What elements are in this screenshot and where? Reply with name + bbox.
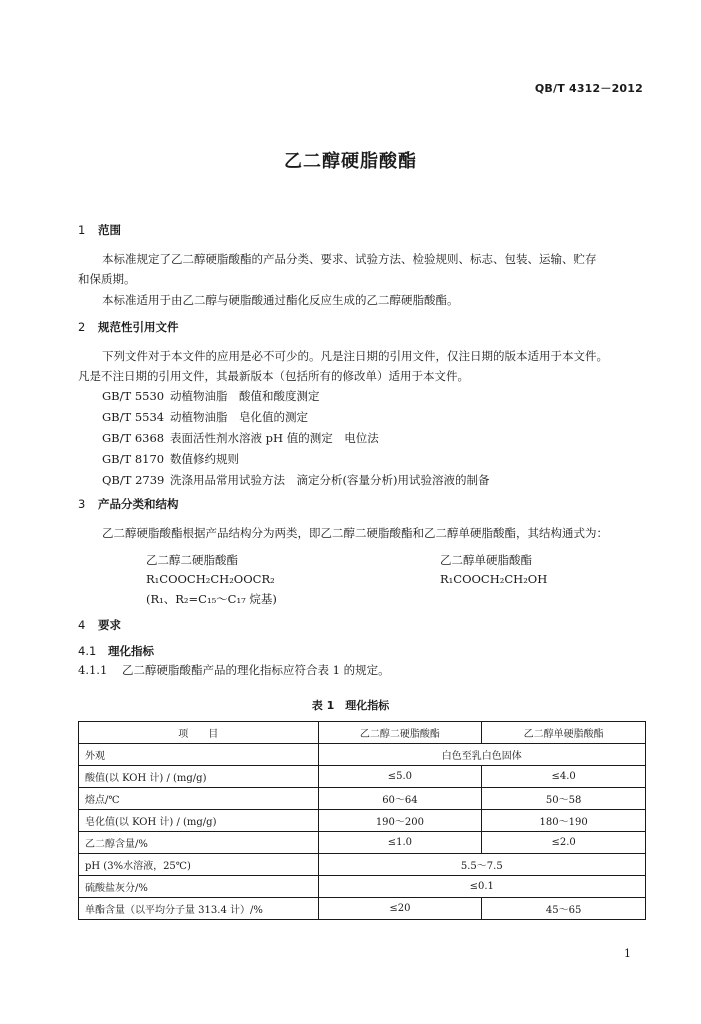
reference-title: 数值修约规则 [170, 452, 239, 466]
reference-title: 动植物油脂 皂化值的测定 [170, 410, 308, 424]
row-monoester-value: ≤4.0 [482, 766, 646, 788]
reference-title: 表面活性剂水溶液 pH 值的测定 电位法 [170, 431, 379, 445]
subsection-title: 理化指标 [108, 644, 154, 658]
row-diester-value: 60～64 [318, 788, 482, 810]
section-title: 范围 [98, 223, 121, 237]
paragraph: 和保质期。 [78, 272, 136, 286]
table-header-row [79, 722, 646, 744]
subsection-4-1-heading [78, 643, 154, 659]
table-row [79, 898, 646, 920]
section-number: 2 [78, 320, 86, 334]
table-row [79, 788, 646, 810]
header-diester: 乙二醇二硬脂酸酯 [318, 722, 482, 744]
row-item: 酸值(以 KOH 计) / (mg/g) [79, 766, 319, 788]
row-item: 熔点/℃ [79, 788, 319, 810]
row-diester-value: ≤1.0 [318, 832, 482, 854]
diester-note: (R₁、R₂=C₁₅～C₁₇ 烷基) [146, 592, 277, 606]
row-item: 单酯含量（以平均分子量 313.4 计）/% [79, 898, 319, 920]
diester-name: 乙二醇二硬脂酸酯 [146, 553, 238, 567]
reference-item [102, 388, 320, 404]
row-merged-value: 白色至乳白色固体 [318, 744, 645, 766]
paragraph: 本标准规定了乙二醇硬脂酸酯的产品分类、要求、试验方法、检验规则、标志、包装、运输、贮存 [102, 252, 597, 266]
row-monoester-value: 50～58 [482, 788, 646, 810]
reference-code: GB/T 8170 [102, 452, 165, 466]
diester-formula: R₁COOCH₂CH₂OOCR₂ [146, 572, 275, 586]
paragraph: 本标准适用于由乙二醇与硬脂酸通过酯化反应生成的乙二醇硬脂酸酯。 [102, 293, 459, 307]
reference-code: GB/T 5530 [102, 389, 165, 403]
row-merged-value: 5.5～7.5 [318, 854, 645, 876]
row-monoester-value: 180～190 [482, 810, 646, 832]
paragraph: 下列文件对于本文件的应用是必不可少的。凡是注日期的引用文件，仅注日期的版本适用于本文件。 [102, 349, 608, 363]
section-2-heading [78, 319, 179, 335]
spec-table [78, 721, 646, 920]
table-row [79, 766, 646, 788]
page-title: 乙二醇硬脂酸酯 [284, 151, 417, 172]
section-title: 要求 [98, 618, 121, 632]
row-monoester-value: ≤2.0 [482, 832, 646, 854]
page-number: 1 [624, 947, 631, 960]
header-monoester: 乙二醇单硬脂酸酯 [482, 722, 646, 744]
row-item: 硫酸盐灰分/% [79, 876, 319, 898]
section-4-heading [78, 617, 121, 633]
clause-text: 乙二醇硬脂酸酯产品的理化指标应符合表 1 的规定。 [122, 663, 390, 677]
reference-item [102, 430, 379, 446]
row-merged-value: ≤0.1 [318, 876, 645, 898]
section-number: 3 [78, 497, 86, 511]
clause-4-1-1 [78, 660, 390, 681]
section-3-heading [78, 496, 179, 512]
clause-number: 4.1.1 [78, 663, 108, 677]
table-row [79, 832, 646, 854]
section-title: 产品分类和结构 [98, 497, 179, 511]
reference-title: 洗涤用品常用试验方法 滴定分析(容量分析)用试验溶液的制备 [170, 473, 490, 487]
row-item: 皂化值(以 KOH 计) / (mg/g) [79, 810, 319, 832]
reference-code: GB/T 6368 [102, 431, 165, 445]
table-caption: 表 1 理化指标 [311, 699, 390, 712]
section-number: 4 [78, 618, 86, 632]
row-diester-value: 190～200 [318, 810, 482, 832]
paragraph: 乙二醇硬脂酸酯根据产品结构分为两类，即乙二醇二硬脂酸酯和乙二醇单硬脂酸酯，其结构通式为： [102, 526, 608, 540]
row-monoester-value: 45～65 [482, 898, 646, 920]
table-row [79, 744, 646, 766]
reference-item [102, 472, 489, 488]
reference-title: 动植物油脂 酸值和酸度测定 [170, 389, 320, 403]
row-item: pH (3%水溶液，25℃) [79, 854, 319, 876]
reference-code: GB/T 5534 [102, 410, 165, 424]
row-item: 乙二醇含量/% [79, 832, 319, 854]
standard-code: QB/T 4312－2012 [534, 82, 643, 95]
reference-item [102, 451, 239, 467]
row-diester-value: ≤5.0 [318, 766, 482, 788]
table-row [79, 876, 646, 898]
monoester-name: 乙二醇单硬脂酸酯 [440, 553, 532, 567]
table-row [79, 810, 646, 832]
reference-code: QB/T 2739 [102, 473, 165, 487]
section-number: 1 [78, 223, 86, 237]
row-diester-value: ≤20 [318, 898, 482, 920]
monoester-formula: R₁COOCH₂CH₂OH [440, 572, 548, 586]
section-1-heading [78, 222, 121, 238]
subsection-number: 4.1 [78, 644, 97, 658]
header-item: 项 目 [79, 722, 319, 744]
row-item: 外观 [79, 744, 319, 766]
paragraph: 凡是不注日期的引用文件，其最新版本（包括所有的修改单）适用于本文件。 [78, 369, 469, 383]
section-title: 规范性引用文件 [98, 320, 179, 334]
reference-item [102, 409, 308, 425]
table-row [79, 854, 646, 876]
